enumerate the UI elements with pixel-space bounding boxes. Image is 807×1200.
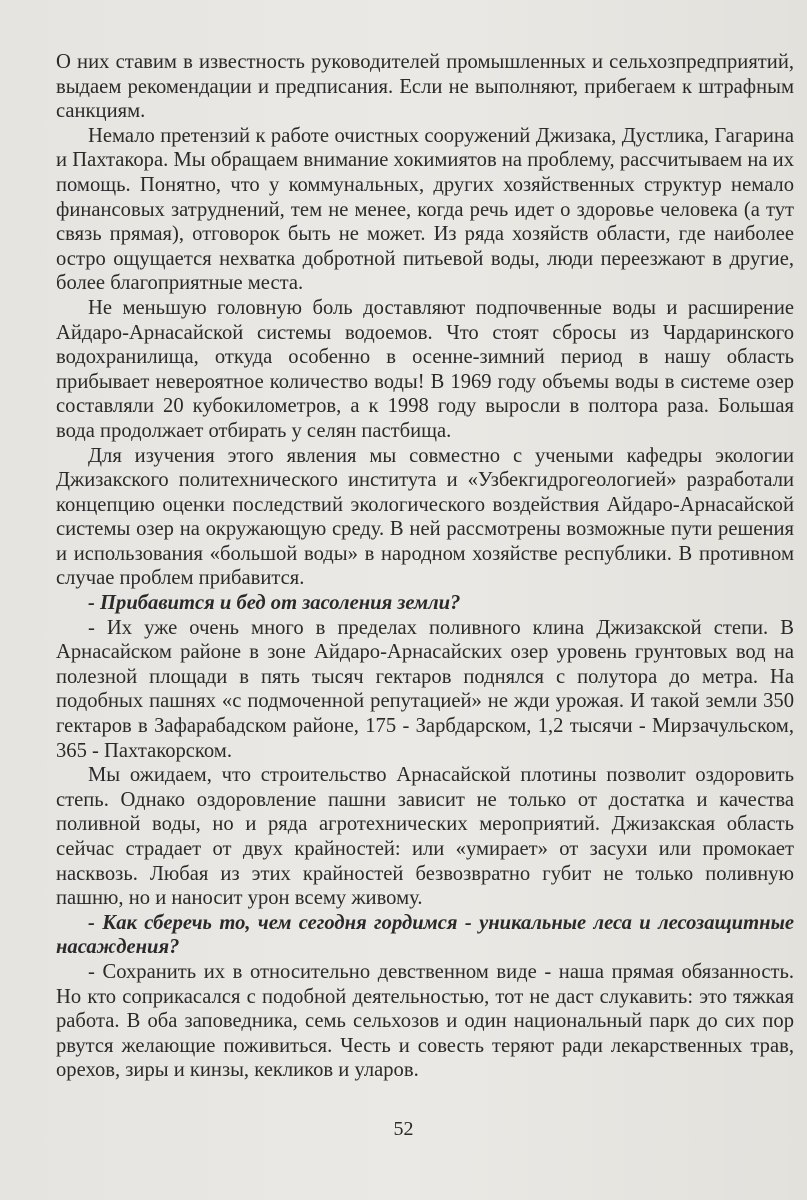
page-text — [56, 50, 794, 1083]
interview-question-2: - Как сберечь то, чем сегодня гордимся - уникальные леса и лесозащитные насаждения? — [56, 911, 794, 959]
page-number: 52 — [393, 1118, 414, 1140]
paragraph-4: Для изучения этого явления мы совместно с учеными кафедры экологии Джизакского политехнического института и «Узбекгидрогеологией» разработали концепцию оценки последствий экологического воздействия Айдаро-Арнасайской системы озер на окружающую среду. В ней рассмотрены возможные пути решения и использования «большой воды» в народном хозяйстве республики. В противном случае проблем прибавится. — [56, 444, 794, 590]
paragraph-7: - Сохранить их в относительно девственном виде - наша прямая обязанность. Но кто соприкасался с подобной деятельностью, тот не даст слукавить: это тяжкая работа. В оба заповедника, семь сельхозов и один национальный парк до сих пор рвутся желающие поживиться. Честь и совесть теряют ради лекарственных трав, орехов, зиры и кинзы, кекликов и уларов. — [56, 960, 794, 1082]
paragraph-3: Не меньшую головную боль доставляют подпочвенные воды и расширение Айдаро-Арнасайской системы водоемов. Что стоят сбросы из Чардаринского водохранилища, откуда особенно в осенне-зимний период в нашу область прибывает невероятное количество воды! В 1969 году объемы воды в системе озер составляли 20 кубокилометров, а к 1998 году выросли в полтора раза. Большая вода продолжает отбирать у селян пастбища. — [56, 296, 794, 442]
paragraph-1: О них ставим в известность руководителей промышленных и сельхозпредприятий, выдаем рекомендации и предписания. Если не выполняют, прибегаем к штрафным санкциям. — [56, 51, 794, 123]
paragraph-2: Немало претензий к работе очистных сооружений Джизака, Дустлика, Гагарина и Пахтакора. Мы обращаем внимание хокимиятов на проблему, рассчитываем на их помощь. Понятно, что у коммунальных, других хозяйственных структур немало финансовых затруднений, тем не менее, когда речь идет о здоровье человека (а тут связь прямая), отговорок быть не может. Из ряда хозяйств области, где наиболее остро ощущается нехватка добротной питьевой воды, люди переезжают в другие, более благоприятные места. — [56, 124, 794, 295]
interview-question-1: - Прибавится и бед от засоления земли? — [88, 592, 461, 615]
paragraph-6: Мы ожидаем, что строительство Арнасайской плотины позволит оздоровить степь. Однако оздоровление пашни зависит не только от достатка и качества поливной воды, но и ряда агротехнических мероприятий. Джизакская область сейчас страдает от двух крайностей: или «умирает» от засухи или промокает насквозь. Любая из этих крайностей безвозвратно губит не только поливную пашню, но и наносит урон всему живому. — [56, 764, 794, 910]
paragraph-5: - Их уже очень много в пределах поливного клина Джизакской степи. В Арнасайском районе в зоне Айдаро-Арнасайских озер уровень грунтовых вод на полезной площади в пять тысяч гектаров поднялся с полутора до метра. На подобных пашнях «с подмоченной репутацией» не жди урожая. И такой земли 350 гектаров в Зафарабадском районе, 175 - Зарбдарском, 1,2 тысячи - Мирзачульском, 365 - Пахтакорском. — [56, 616, 794, 762]
